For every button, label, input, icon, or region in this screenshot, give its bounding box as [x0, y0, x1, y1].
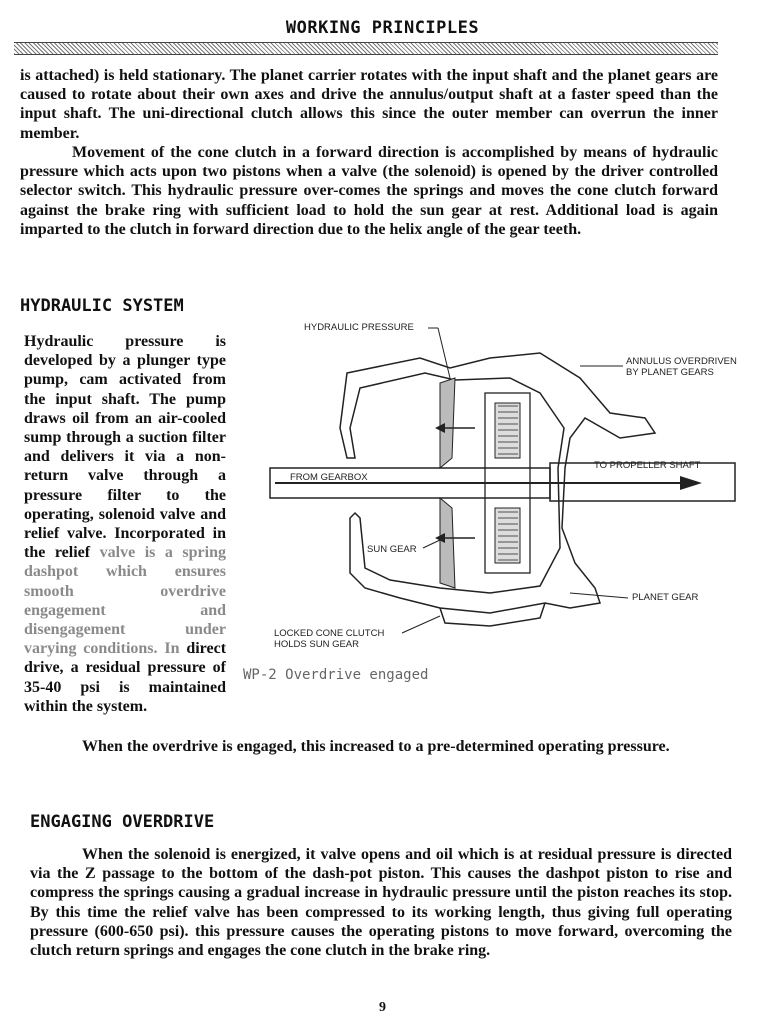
label-from-gearbox: FROM GEARBOX: [290, 472, 368, 483]
cone-clutch-lower: [440, 498, 455, 588]
intro-paragraph-2: Movement of the cone clutch in a forward direction is accomplished by means of hydraulic pressure which acts upon two pistons when a valve (the solenoid) is opened by the driver controlled selector switch. This hydraulic pressure over-comes the springs and moves the cone clutch forward against the brake ring with sufficient load to hold the sun gear at rest. Additional load is again imparted to the clutch in forward direction due to the helix angle of the gear teeth.: [20, 144, 718, 238]
hydraulic-text-faded: valve is a spring dashpot which ensures smooth overdrive engagement and disengagement under varying conditions. In: [24, 544, 226, 658]
label-hydraulic-pressure: HYDRAULIC PRESSURE: [304, 322, 414, 333]
leader-locked: [402, 616, 440, 633]
hydraulic-text-end: direct drive, a residual pressure of 35-40 psi is maintained within the system.: [24, 640, 227, 715]
hydraulic-continuation: When the overdrive is engaged, this increased to a pre-determined operating pressure.: [82, 738, 670, 755]
hydraulic-text-main: Hydraulic pressure is developed by a plunger type pump, cam activated from the input shaft. The pump draws oil from an air-cooled sump through a suction filter and delivers it via a non-return valve through a pressure filter to the operating, solenoid valve and relief valve. Incorporated in the relief: [24, 333, 226, 562]
leader-hydraulic-2: [438, 328, 450, 378]
page-number: 9: [379, 1000, 386, 1015]
engaging-overdrive-heading: ENGAGING OVERDRIVE: [30, 812, 215, 832]
flow-arrow-head: [680, 476, 702, 490]
leader-sun-gear: [423, 540, 440, 548]
header-hatched-rule: [14, 42, 718, 55]
diagram-caption: WP-2 Overdrive engaged: [243, 667, 429, 683]
label-propeller: TO PROPELLER SHAFT: [594, 460, 701, 471]
overdrive-diagram: [240, 318, 750, 668]
label-annulus-2: BY PLANET GEARS: [626, 367, 714, 378]
hydraulic-system-heading: HYDRAULIC SYSTEM: [20, 296, 184, 316]
hydraulic-column-text: [24, 332, 226, 716]
label-annulus-1: ANNULUS OVERDRIVEN: [626, 356, 737, 367]
planet-gear-lower: [495, 508, 520, 563]
cone-clutch-upper: [440, 378, 455, 468]
label-sun-gear: SUN GEAR: [367, 544, 417, 555]
label-planet-gear: PLANET GEAR: [632, 592, 699, 603]
page-header-title: WORKING PRINCIPLES: [285, 18, 480, 38]
planet-gear-upper: [495, 403, 520, 458]
engaging-overdrive-paragraph: When the solenoid is energized, it valve opens and oil which is at residual pressure is directed via the Z passage to the bottom of the dash-pot piston. This causes the dashpot piston to rise and compress the springs causing a gradual increase in hydraulic pressure until the piston reaches its stop. By this time the relief valve has been compressed to its working length, thus giving full operating pressure (600-650 psi). this pressure causes the operating pistons to move forward, overcoming the clutch return springs and engages the cone clutch in the brake ring.: [30, 846, 732, 960]
intro-paragraph-1: is attached) is held stationary. The planet carrier rotates with the input shaft and the planet gears are caused to rotate about their own axes and drive the annulus/output shaft at a faster speed than the input shaft. The uni-directional clutch allows this since the outer member can overrun the inner member.: [20, 67, 718, 142]
label-locked-1: LOCKED CONE CLUTCH: [274, 628, 385, 639]
label-locked-2: HOLDS SUN GEAR: [274, 639, 359, 650]
leader-planet-gear: [570, 593, 628, 598]
